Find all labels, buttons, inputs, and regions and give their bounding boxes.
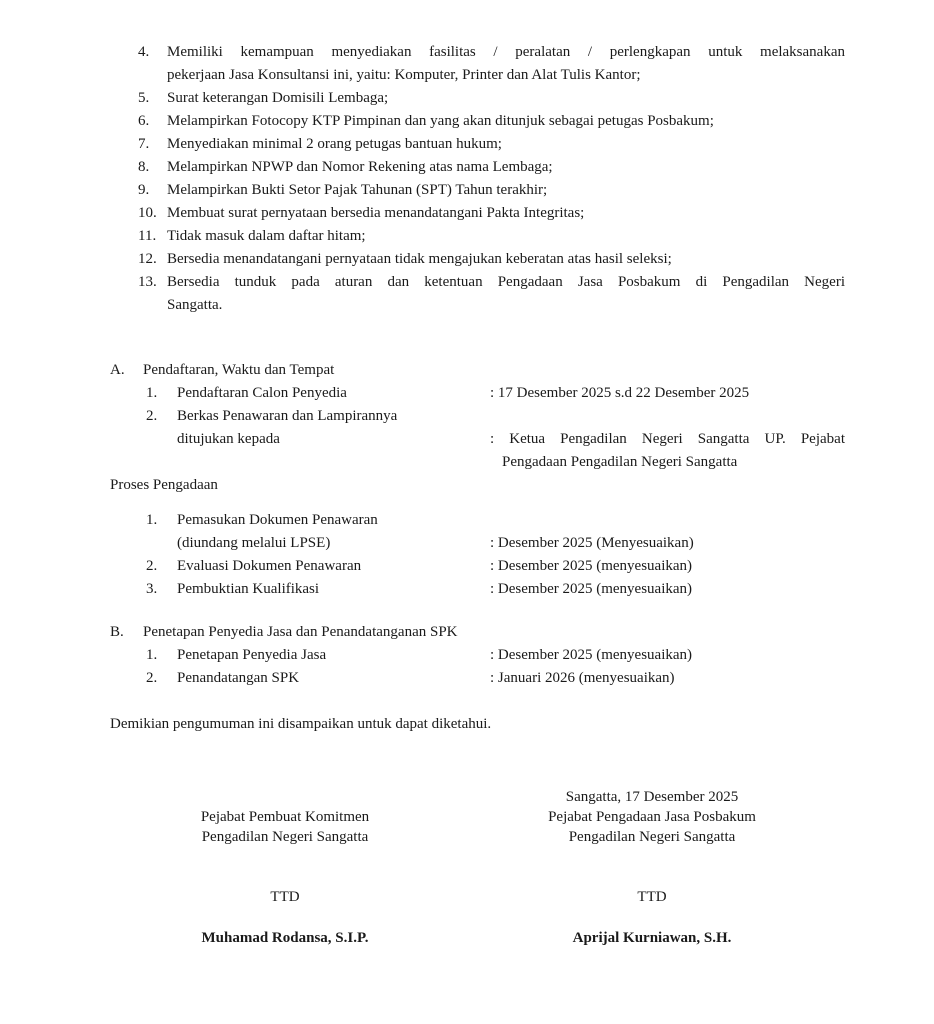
list-text: Memiliki kemampuan menyediakan fasilitas / peralatan / perlengkapan untuk melaksanakan (167, 44, 845, 60)
item-number: 1. (146, 647, 158, 663)
item-value: Pengadaan Pengadilan Negeri Sangatta (502, 454, 738, 470)
item-value: : Desember 2025 (Menyesuaikan) (490, 535, 694, 551)
item-number: 1. (146, 385, 158, 401)
section-title: Proses Pengadaan (110, 477, 218, 493)
list-number: 10. (138, 205, 157, 221)
item-value: : 17 Desember 2025 s.d 22 Desember 2025 (490, 385, 750, 401)
closing-statement: Demikian pengumuman ini disampaikan untuk dapat diketahui. (110, 716, 492, 732)
section-title: Pendaftaran, Waktu dan Tempat (143, 362, 335, 378)
list-number: 5. (138, 90, 150, 106)
item-label: Pembuktian Kualifikasi (177, 581, 320, 597)
signer-name: Aprijal Kurniawan, S.H. (572, 930, 732, 946)
signer-title: Pejabat Pengadaan Jasa Posbakum (548, 809, 756, 825)
signature-ttd: TTD (637, 889, 667, 905)
signer-office: Pengadilan Negeri Sangatta (201, 829, 369, 845)
list-number: 13. (138, 274, 157, 290)
item-value: : Januari 2026 (menyesuaikan) (490, 670, 675, 686)
signer-office: Pengadilan Negeri Sangatta (568, 829, 736, 845)
list-number: 8. (138, 159, 150, 175)
section-letter: A. (110, 362, 125, 378)
item-number: 3. (146, 581, 158, 597)
list-number: 4. (138, 44, 150, 60)
item-number: 1. (146, 512, 158, 528)
item-label: (diundang melalui LPSE) (177, 535, 331, 551)
list-text: Bersedia menandatangani pernyataan tidak mengajukan keberatan atas hasil seleksi; (167, 251, 672, 267)
list-text: Sangatta. (167, 297, 223, 313)
item-value: : Desember 2025 (menyesuaikan) (490, 647, 693, 663)
place-date: Sangatta, 17 Desember 2025 (565, 789, 739, 805)
item-label: Pemasukan Dokumen Penawaran (177, 512, 378, 528)
list-number: 7. (138, 136, 150, 152)
item-number: 2. (146, 558, 158, 574)
item-number: 2. (146, 408, 158, 424)
signature-ttd: TTD (270, 889, 300, 905)
item-label: Evaluasi Dokumen Penawaran (177, 558, 362, 574)
list-text: Tidak masuk dalam daftar hitam; (167, 228, 366, 244)
list-text: Bersedia tunduk pada aturan dan ketentuan Pengadaan Jasa Posbakum di Pengadilan Negeri (167, 274, 845, 290)
list-number: 11. (138, 228, 157, 244)
list-number: 6. (138, 113, 150, 129)
item-label: Berkas Penawaran dan Lampirannya (177, 408, 398, 424)
section-letter: B. (110, 624, 124, 640)
item-number: 2. (146, 670, 158, 686)
item-label: Pendaftaran Calon Penyedia (177, 385, 347, 401)
list-text: pekerjaan Jasa Konsultansi ini, yaitu: Komputer, Printer dan Alat Tulis Kantor; (167, 67, 641, 83)
list-text: Membuat surat pernyataan bersedia menandatangani Pakta Integritas; (167, 205, 585, 221)
item-label: Penandatangan SPK (177, 670, 300, 686)
list-text: Melampirkan Bukti Setor Pajak Tahunan (SPT) Tahun terakhir; (167, 182, 548, 198)
item-value: : Desember 2025 (menyesuaikan) (490, 558, 693, 574)
list-number: 9. (138, 182, 150, 198)
signer-name: Muhamad Rodansa, S.I.P. (201, 930, 369, 946)
list-text: Menyediakan minimal 2 orang petugas bantuan hukum; (167, 136, 502, 152)
list-text: Melampirkan NPWP dan Nomor Rekening atas nama Lembaga; (167, 159, 553, 175)
list-number: 12. (138, 251, 157, 267)
item-value: : Ketua Pengadilan Negeri Sangatta UP. Pejabat (490, 431, 845, 447)
list-text: Surat keterangan Domisili Lembaga; (167, 90, 389, 106)
item-label: ditujukan kepada (177, 431, 280, 447)
list-text: Melampirkan Fotocopy KTP Pimpinan dan yang akan ditunjuk sebagai petugas Posbakum; (167, 113, 714, 129)
signer-title: Pejabat Pembuat Komitmen (200, 809, 370, 825)
item-value: : Desember 2025 (menyesuaikan) (490, 581, 693, 597)
section-title: Penetapan Penyedia Jasa dan Penandatanganan SPK (143, 624, 458, 640)
item-label: Penetapan Penyedia Jasa (177, 647, 327, 663)
